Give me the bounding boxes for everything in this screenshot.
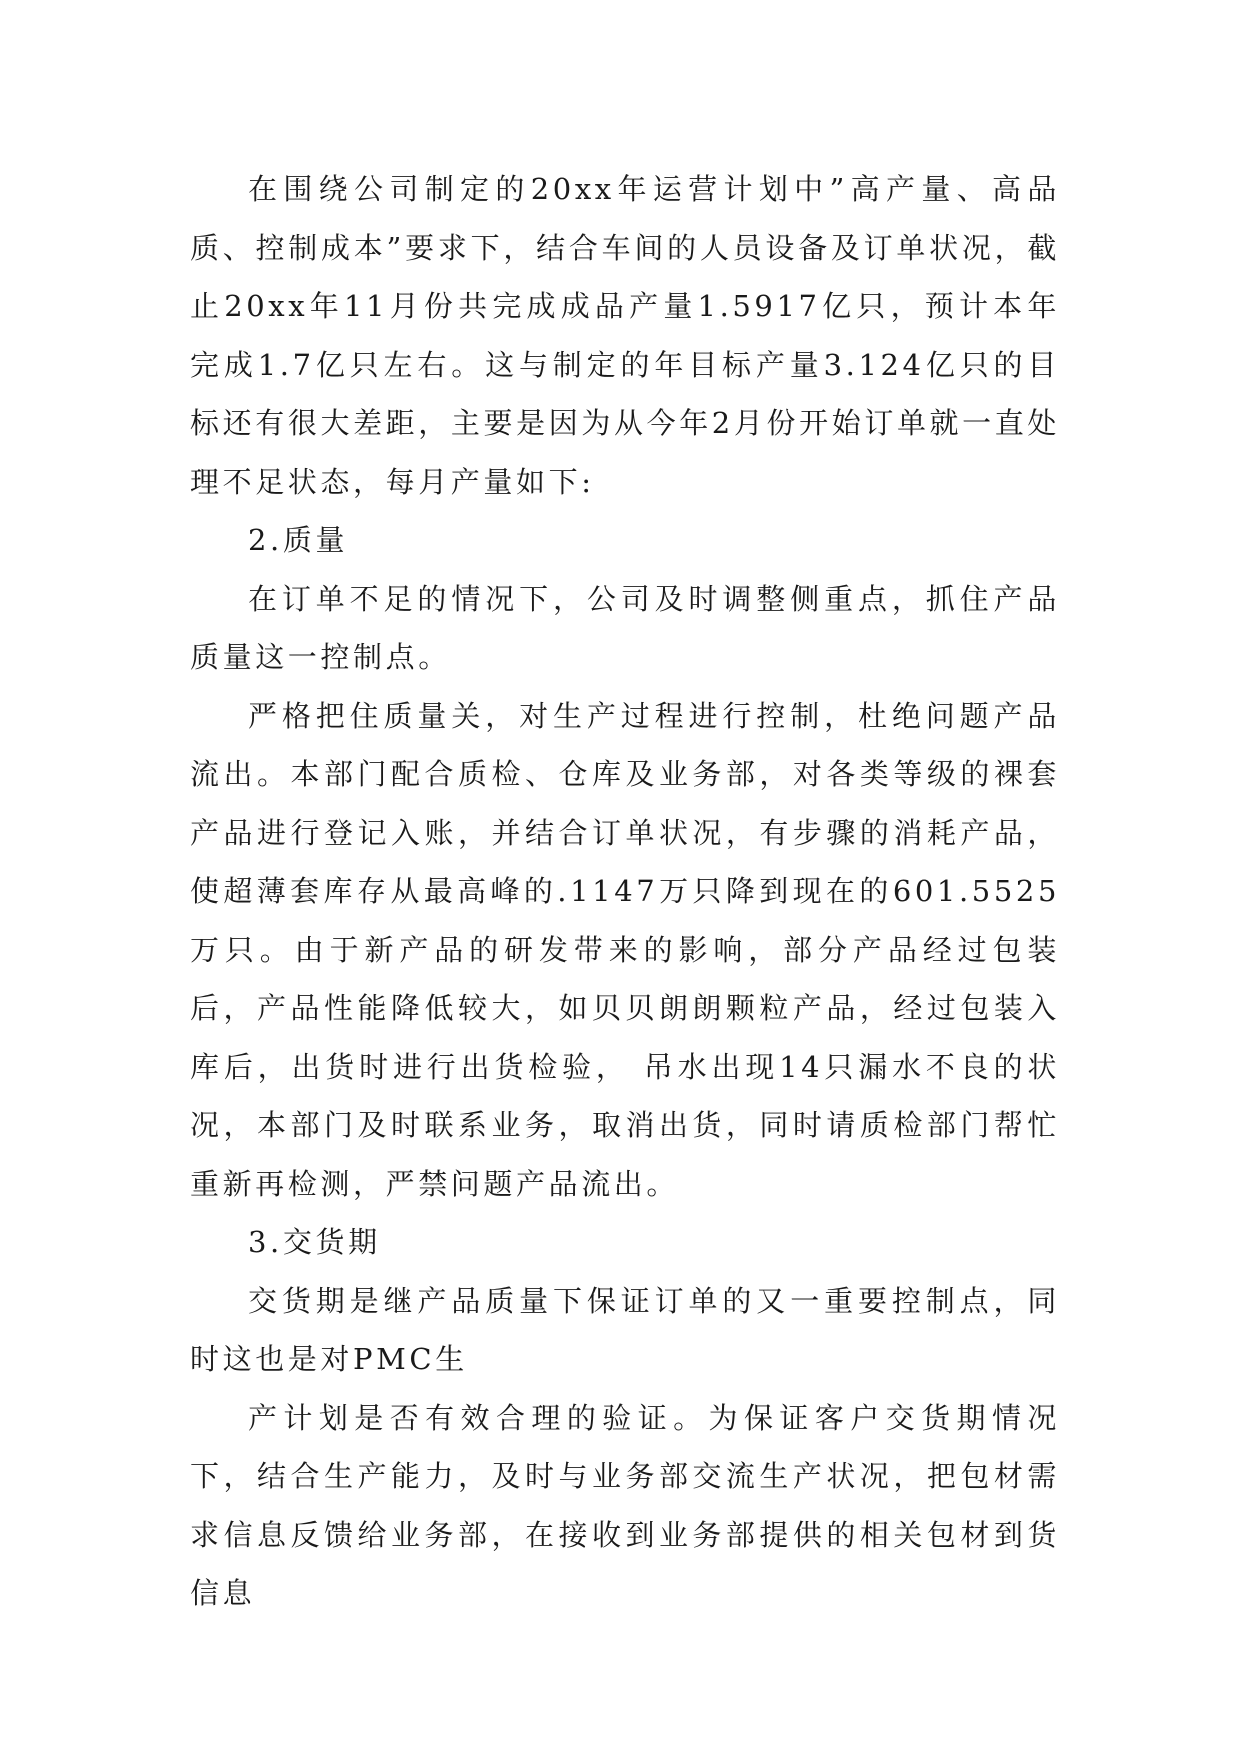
paragraph-delivery-plan: 产计划是否有效合理的验证。为保证客户交货期情况下，结合生产能力，及时与业务部交流生产状况，把包材需求信息反馈给业务部，在接收到业务部提供的相关包材到货信息 [190,1400,1060,1610]
heading-quality: 2.质量 [248,523,349,557]
document-page [190,160,1060,1623]
heading-delivery: 3.交货期 [248,1225,381,1259]
paragraph-production-summary: 在围绕公司制定的20xx年运营计划中”高产量、高品质、控制成本”要求下，结合车间的人员设备及订单状况，截止20xx年11月份共完成成品产量1.5917亿只，预计本年完成1.7亿只左右。这与制定的年目标产量3.124亿只的目标还有很大差距，主要是因为从今年2月份开始订单就一直处理不足状态，每月产量如下: [190,172,1060,499]
paragraph-quality-control: 严格把住质量关，对生产过程进行控制，杜绝问题产品流出。本部门配合质检、仓库及业务部，对各类等级的裸套产品进行登记入账，并结合订单状况，有步骤的消耗产品，使超薄套库存从最高峰的.1147万只降到现在的601.5525万只。由于新产品的研发带来的影响，部分产品经过包装后，产品性能降低较大，如贝贝朗朗颗粒产品，经过包装入库后，出货时进行出货检验， 吊水出现14只漏水不良的状况，本部门及时联系业务，取消出货，同时请质检部门帮忙重新再检测，严禁问题产品流出。 [190,698,1060,1201]
paragraph-delivery-intro: 交货期是继产品质量下保证订单的又一重要控制点，同时这也是对PMC生 [190,1283,1060,1376]
paragraph-quality-intro: 在订单不足的情况下，公司及时调整侧重点，抓住产品质量这一控制点。 [190,581,1060,674]
